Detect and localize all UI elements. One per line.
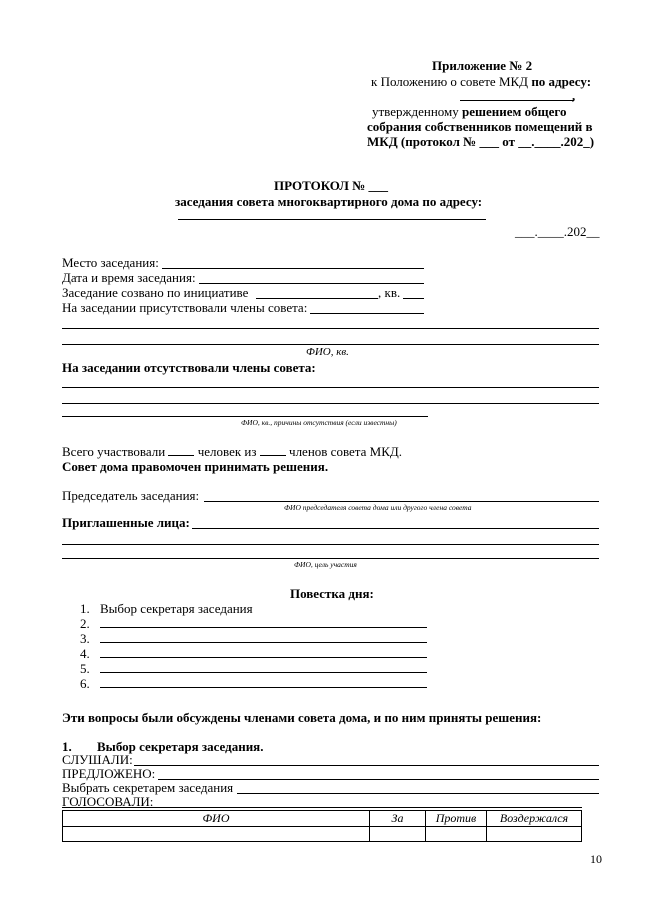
agenda-item-num: 1. [80, 601, 90, 616]
agenda-item [80, 616, 427, 631]
agenda-item-text: Выбор секретаря заседания [100, 601, 253, 616]
vote-table [62, 810, 582, 842]
fio-caption: ФИО, кв. [306, 346, 349, 358]
absent-caption: ФИО, кв., причины отсутствия (если известны) [241, 418, 397, 427]
regulation-ref-bold: по адресу: [531, 74, 592, 89]
vote-cell[interactable] [487, 827, 582, 842]
agenda-item-num: 6. [80, 676, 90, 691]
participants-blank[interactable] [168, 445, 194, 456]
absent-line-2[interactable] [62, 403, 599, 404]
present-line-2[interactable] [62, 344, 599, 345]
agenda-item-num: 5. [80, 661, 90, 676]
vote-table-row [63, 827, 582, 842]
protocol-subtitle: заседания совета многоквартирного дома по адресу: [175, 194, 483, 209]
approved-bold: решением общего [462, 104, 567, 119]
protocol-date: ___.____.202__ [515, 224, 600, 239]
proposed-label: ПРЕДЛОЖЕНО: [62, 766, 156, 781]
vote-cell[interactable] [426, 827, 487, 842]
present-field[interactable] [310, 313, 424, 314]
heard-field[interactable] [134, 765, 599, 766]
agenda-item-field[interactable] [100, 632, 427, 643]
invited-line-2[interactable] [62, 544, 599, 545]
members-blank[interactable] [260, 445, 286, 456]
quorum-statement: Совет дома правомочен принимать решения. [62, 459, 329, 474]
agenda-item [80, 601, 427, 616]
absent-line-3[interactable] [62, 416, 428, 417]
chairman-field[interactable] [204, 501, 599, 502]
agenda-list [80, 601, 427, 691]
col-against: Против [426, 811, 487, 827]
regulation-ref [371, 74, 591, 90]
absent-line-1[interactable] [62, 387, 599, 388]
invited-field[interactable] [192, 528, 599, 529]
total-text-a: Всего участвовали [62, 444, 166, 459]
invited-caption: ФИО, цель участия [294, 560, 357, 569]
agenda-item-num: 4. [80, 646, 90, 661]
vote-table-header [63, 811, 582, 827]
apt-label: , кв. [378, 285, 401, 300]
address-comma: , [572, 88, 576, 103]
agenda-item [80, 646, 427, 661]
question-1-title: Выбор секретаря заседания. [97, 739, 264, 754]
datetime-field[interactable] [199, 283, 424, 284]
meeting-line: собрания собственников помещений в [367, 119, 593, 134]
col-abstained: Воздержался [487, 811, 582, 827]
voted-label: ГОЛОСОВАЛИ: [62, 794, 154, 809]
protocol-title: ПРОТОКОЛ № ___ [274, 178, 389, 193]
agenda-item-field[interactable] [100, 647, 427, 658]
agenda-title: Повестка дня: [290, 586, 374, 601]
absent-label: На заседании отсутствовали члены совета: [62, 360, 316, 375]
total-participants [62, 444, 402, 460]
elect-label: Выбрать секретарем заседания [62, 780, 234, 795]
agenda-item [80, 676, 427, 691]
agenda-item [80, 631, 427, 646]
regulation-ref-text: к Положению о совете МКД [371, 74, 532, 89]
agenda-item-field[interactable] [100, 662, 427, 673]
apt-field[interactable] [403, 298, 424, 299]
initiative-field[interactable] [256, 298, 378, 299]
chairman-label: Председатель заседания: [62, 488, 200, 503]
agenda-item [80, 661, 427, 676]
col-for: За [370, 811, 426, 827]
agenda-item-num: 2. [80, 616, 90, 631]
protocol-ref: МКД (протокол № ___ от __.____.202_) [367, 134, 595, 149]
agenda-item-field[interactable] [100, 617, 427, 628]
voted-line [62, 807, 582, 808]
elect-field[interactable] [237, 793, 599, 794]
total-text-c: членов совета МКД. [289, 444, 402, 459]
initiative-label: Заседание созвано по инициативе [62, 285, 249, 300]
invited-label: Приглашенные лица: [62, 515, 190, 530]
agenda-item-field[interactable] [100, 677, 427, 688]
approved-line [372, 104, 566, 120]
agenda-item-num: 3. [80, 631, 90, 646]
place-label: Место заседания: [62, 255, 159, 270]
vote-cell[interactable] [63, 827, 370, 842]
vote-cell[interactable] [370, 827, 426, 842]
address-blank [460, 100, 574, 101]
invited-line-3[interactable] [62, 558, 599, 559]
datetime-label: Дата и время заседания: [62, 270, 196, 285]
discussion-intro: Эти вопросы были обсуждены членами совета дома, и по ним приняты решения: [62, 710, 542, 725]
place-field[interactable] [162, 268, 424, 269]
approved-text: утвержденному [372, 104, 463, 119]
present-line-1[interactable] [62, 328, 599, 329]
address-line [178, 219, 486, 220]
present-label: На заседании присутствовали члены совета: [62, 300, 308, 315]
page-number: 10 [590, 852, 602, 866]
col-fio: ФИО [63, 811, 370, 827]
appendix-title: Приложение № 2 [432, 58, 533, 73]
total-text-b: человек из [197, 444, 257, 459]
question-1-num: 1. [62, 739, 72, 754]
heard-label: СЛУШАЛИ: [62, 752, 133, 767]
chairman-caption: ФИО председателя совета дома или другого члена совета [284, 503, 472, 512]
